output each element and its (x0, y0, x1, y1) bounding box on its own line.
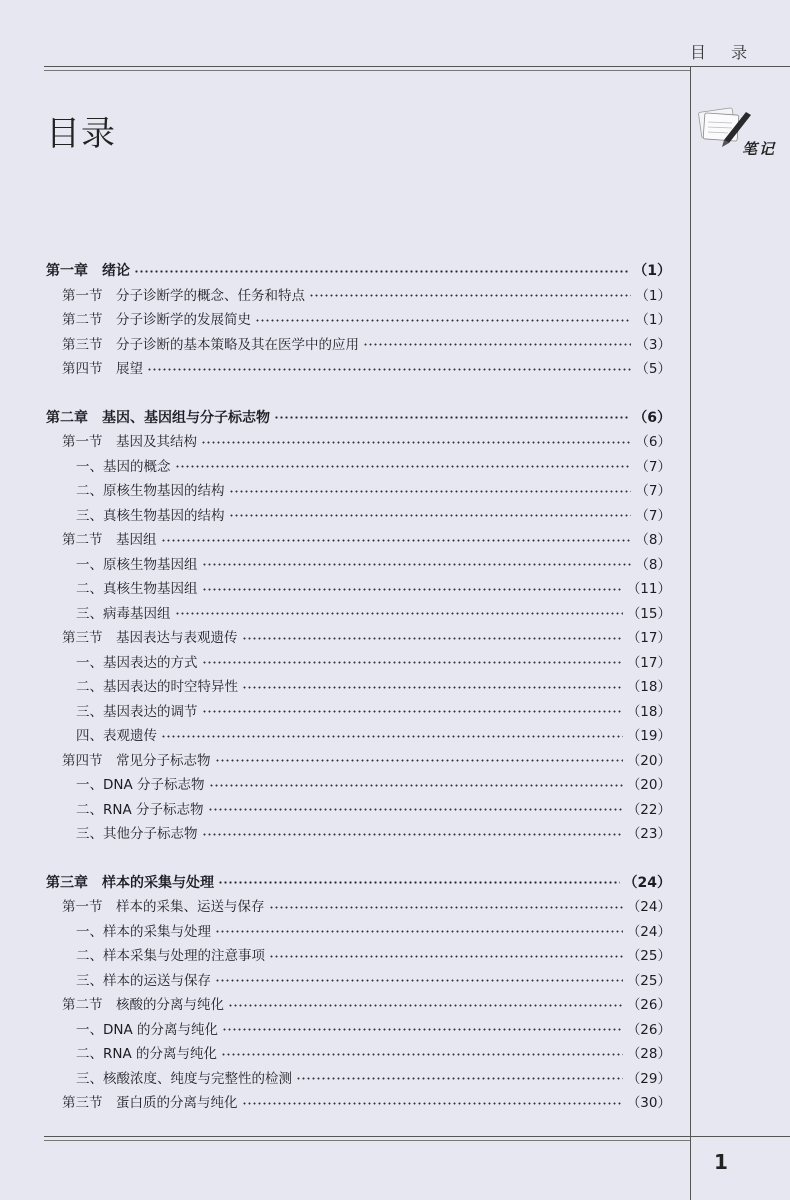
toc-entry-page: （29） (626, 1070, 671, 1087)
toc-subsection-entry (0, 1068, 690, 1090)
toc-section-entry (0, 358, 690, 380)
toc-entry-page: （6） (635, 434, 671, 450)
toc-entry-label: 三、基因表达的调节 (76, 703, 198, 720)
toc-entry-label: 第一节 基因及其结构 (62, 434, 197, 450)
toc-entry-page: （19） (626, 728, 671, 744)
toc-leader-dots (202, 563, 632, 567)
toc-subsection-entry (0, 603, 690, 625)
toc-entry-label: 三、病毒基因组 (76, 605, 171, 622)
toc-entry-page: （26） (626, 1021, 671, 1038)
toc-entry-label: 三、真核生物基因的结构 (76, 507, 225, 524)
toc-entry-page: （11） (626, 581, 671, 597)
margin-divider (690, 66, 691, 1200)
toc-subsection-entry (0, 554, 690, 576)
toc-entry-label: 三、其他分子标志物 (76, 826, 198, 842)
toc-entry-page: （17） (626, 654, 671, 671)
toc-entry-page: （1） (635, 312, 671, 328)
toc-entry-page: （22） (626, 801, 671, 818)
toc-section-entry (0, 285, 690, 307)
toc-subsection-entry (0, 652, 690, 674)
toc-section-entry (0, 334, 690, 356)
toc-leader-dots (201, 440, 631, 444)
toc-entry-label: 第一章 绪论 (46, 263, 130, 279)
toc-heading: 目录 (46, 114, 116, 154)
toc-entry-label: 一、样本的采集与处理 (76, 923, 211, 940)
toc-entry-page: （20） (626, 752, 671, 769)
toc-leader-dots (269, 954, 623, 958)
toc-chapter-entry (0, 260, 690, 282)
toc-subsection-entry (0, 1043, 690, 1065)
toc-entry-label: 二、基因表达的时空特异性 (76, 679, 238, 695)
toc-entry-page: （28） (626, 1046, 671, 1062)
toc-subsection-entry (0, 921, 690, 943)
toc-leader-dots (202, 661, 623, 665)
toc-entry-page: （7） (635, 483, 671, 499)
toc-leader-dots (175, 465, 632, 469)
toc-entry-page: （5） (635, 361, 671, 377)
toc-leader-dots (309, 294, 631, 298)
footer-rule-inner (44, 1140, 690, 1141)
toc-section-entry (0, 431, 690, 453)
toc-leader-dots (215, 930, 623, 934)
toc-entry-page: （25） (626, 948, 671, 964)
running-header-title: 目 录 (690, 43, 758, 62)
toc-entry-label: 一、基因表达的方式 (76, 654, 198, 671)
toc-entry-page: （8） (635, 556, 671, 573)
toc-leader-dots (229, 514, 632, 518)
toc-section-entry (0, 750, 690, 772)
toc-entry-page: （6） (633, 409, 671, 426)
footer-rule-margin (690, 1136, 790, 1137)
toc-entry-label: 一、基因的概念 (76, 458, 171, 475)
toc-leader-dots (363, 343, 631, 347)
toc-subsection-entry (0, 578, 690, 600)
toc-leader-dots (215, 759, 623, 763)
toc-entry-page: （25） (626, 972, 671, 989)
toc-entry-label: 第三节 分子诊断的基本策略及其在医学中的应用 (62, 336, 359, 353)
toc-leader-dots (242, 1101, 623, 1105)
toc-chapter-entry (0, 872, 690, 894)
toc-subsection-entry (0, 774, 690, 796)
toc-subsection-entry (0, 676, 690, 698)
toc-leader-dots (215, 979, 623, 983)
toc-subsection-entry (0, 725, 690, 747)
toc-entry-label: 四、表观遗传 (76, 728, 157, 744)
toc-entry-page: （23） (626, 826, 671, 842)
toc-entry-label: 二、样本采集与处理的注意事项 (76, 948, 265, 964)
toc-leader-dots (274, 416, 629, 420)
toc-leader-dots (218, 881, 620, 885)
toc-leader-dots (134, 269, 629, 273)
toc-entry-page: （1） (633, 263, 671, 279)
toc-subsection-entry (0, 456, 690, 478)
toc-entry-page: （24） (626, 923, 671, 940)
toc-entry-label: 第三章 样本的采集与处理 (46, 874, 214, 891)
toc-entry-page: （20） (626, 777, 671, 793)
toc-entry-label: 第二章 基因、基因组与分子标志物 (46, 409, 270, 426)
toc-entry-label: 第四节 展望 (62, 361, 143, 377)
toc-entry-page: （24） (623, 874, 671, 891)
toc-entry-page: （24） (626, 899, 671, 915)
toc-entry-label: 第三节 蛋白质的分离与纯化 (62, 1095, 238, 1111)
footer-rule (44, 1136, 690, 1137)
toc-section-entry (0, 627, 690, 649)
toc-leader-dots (208, 808, 623, 812)
toc-leader-dots (202, 710, 623, 714)
toc-entry-label: 第二节 核酸的分离与纯化 (62, 997, 224, 1013)
toc-subsection-entry (0, 480, 690, 502)
toc-entry-label: 一、原核生物基因组 (76, 556, 198, 573)
toc-subsection-entry (0, 799, 690, 821)
toc-entry-label: 第二节 基因组 (62, 532, 157, 548)
toc-leader-dots (161, 538, 632, 542)
toc-entry-label: 二、RNA 的分离与纯化 (76, 1046, 218, 1062)
toc-entry-page: （17） (626, 630, 671, 646)
toc-leader-dots (161, 734, 623, 738)
toc-leader-dots (202, 832, 623, 836)
toc-leader-dots (296, 1077, 623, 1081)
toc-entry-label: 一、DNA 分子标志物 (76, 777, 205, 793)
toc-entry-label: 第三节 基因表达与表观遗传 (62, 630, 238, 646)
toc-leader-dots (255, 318, 631, 322)
toc-entry-page: （26） (626, 997, 671, 1013)
toc-leader-dots (175, 612, 623, 616)
toc-entry-label: 二、原核生物基因的结构 (76, 483, 225, 499)
toc-entry-page: （7） (635, 458, 671, 475)
toc-section-entry (0, 1092, 690, 1114)
toc-entry-page: （15） (626, 605, 671, 622)
toc-leader-dots (209, 783, 623, 787)
toc-entry-page: （18） (626, 703, 671, 720)
page-number: 1 (714, 1150, 728, 1174)
toc-entry-label: 三、样本的运送与保存 (76, 972, 211, 989)
toc-entry-label: 第一节 样本的采集、运送与保存 (62, 899, 265, 915)
toc-entry-page: （30） (626, 1095, 671, 1111)
notes-label: 笔记 (742, 140, 777, 158)
toc-subsection-entry (0, 701, 690, 723)
toc-section-entry (0, 529, 690, 551)
toc-leader-dots (222, 1028, 623, 1032)
toc-subsection-entry (0, 945, 690, 967)
toc-entry-label: 二、真核生物基因组 (76, 581, 198, 597)
toc-subsection-entry (0, 823, 690, 845)
toc-entry-page: （7） (635, 507, 671, 524)
toc-entry-label: 第四节 常见分子标志物 (62, 752, 211, 769)
toc-subsection-entry (0, 970, 690, 992)
toc-leader-dots (269, 905, 623, 909)
toc-entry-label: 一、DNA 的分离与纯化 (76, 1021, 219, 1038)
toc-section-entry (0, 994, 690, 1016)
header-rule-margin (690, 66, 790, 67)
toc-entry-page: （8） (635, 532, 671, 548)
toc-chapter-entry (0, 407, 690, 429)
toc-section-entry (0, 896, 690, 918)
toc-leader-dots (147, 367, 631, 371)
toc-leader-dots (242, 636, 623, 640)
toc-entry-page: （1） (635, 287, 671, 304)
toc-leader-dots (221, 1052, 623, 1056)
toc-entry-label: 二、RNA 分子标志物 (76, 801, 204, 818)
toc-subsection-entry (0, 505, 690, 527)
toc-leader-dots (242, 685, 623, 689)
toc-entry-page: （18） (626, 679, 671, 695)
toc-leader-dots (202, 587, 623, 591)
toc-entry-label: 第二节 分子诊断学的发展简史 (62, 312, 251, 328)
toc-leader-dots (228, 1003, 623, 1007)
toc-entry-label: 三、核酸浓度、纯度与完整性的检测 (76, 1070, 292, 1087)
notes-pen-icon (694, 100, 790, 170)
toc-entry-label: 第一节 分子诊断学的概念、任务和特点 (62, 287, 305, 304)
toc-section-entry (0, 309, 690, 331)
toc-subsection-entry (0, 1019, 690, 1041)
toc-leader-dots (229, 489, 632, 493)
toc-entry-page: （3） (635, 336, 671, 353)
